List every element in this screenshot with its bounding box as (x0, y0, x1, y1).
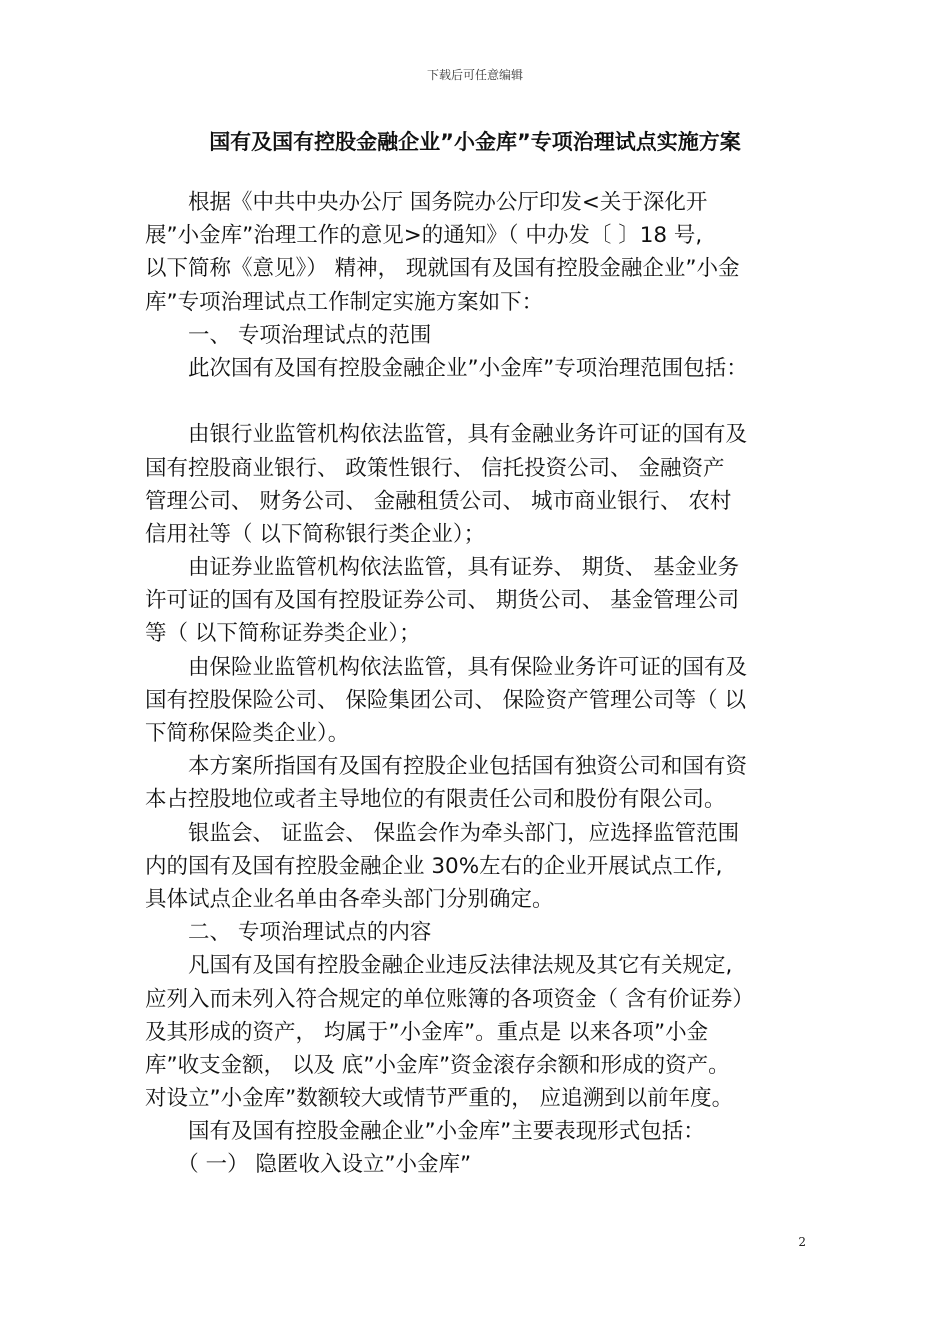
body-line: 许可证的国有及国有控股证券公司、 期货公司、 基金管理公司 (145, 588, 740, 614)
body-line: 下简称保险类企业）。 (145, 721, 350, 746)
body-line: 库”专项治理试点工作制定实施方案如下： (145, 289, 544, 315)
body-line: 此次国有及国有控股金融企业”小金库”专项治理范围包括： (145, 355, 748, 381)
body-line: 管理公司、 财务公司、 金融租赁公司、 城市商业银行、 农村 (145, 488, 732, 514)
document-title: 国有及国有控股金融企业”小金库”专项治理试点实施方案 (209, 130, 741, 154)
blank-line (145, 385, 817, 418)
body-line: 本占控股地位或者主导地位的有限责任公司和股份有限公司。 (145, 787, 726, 813)
body-line: 由银行业监管机构依法监管，具有金融业务许可证的国有及 (145, 422, 748, 448)
page-number: 2 (798, 1235, 806, 1249)
section-heading: 二、 专项治理试点的内容 (145, 920, 432, 946)
body-line: 由保险业监管机构依法监管，具有保险业务许可证的国有及 (145, 654, 748, 680)
body-line: 信用社等（ 以下简称银行类企业）； (145, 521, 486, 547)
body-line: 等（ 以下简称证券类企业）； (145, 621, 421, 647)
body-line: 国有及国有控股金融企业”小金库”主要表现形式包括： (145, 1119, 705, 1145)
body-line: 应列入而未列入符合规定的单位账簿的各项资金（ 含有价证券） (145, 986, 754, 1012)
body-line: 凡国有及国有控股金融企业违反法律法规及其它有关规定, (145, 953, 733, 979)
subsection-heading: （ 一） 隐匿收入设立”小金库” (145, 1152, 472, 1178)
body-line: 国有控股保险公司、 保险集团公司、 保险资产管理公司等（ 以 (145, 687, 747, 713)
page-header: 下载后可任意编辑 (426, 68, 523, 82)
body-line: 银监会、 证监会、 保监会作为牵头部门，应选择监管范围 (145, 820, 740, 846)
body-line: 具体试点企业名单由各牵头部门分别确定。 (145, 886, 554, 912)
body-line: 对设立”小金库”数额较大或情节严重的， 应追溯到以前年度。 (145, 1086, 734, 1112)
body-line: 内的国有及国有控股金融企业 30%左右的企业开展试点工作, (145, 853, 723, 879)
document-body (145, 186, 817, 1182)
body-line: 由证券业监管机构依法监管，具有证券、 期货、 基金业务 (145, 555, 740, 581)
body-line: 本方案所指国有及国有控股企业包括国有独资公司和国有资 (145, 754, 748, 780)
section-heading: 一、 专项治理试点的范围 (145, 322, 432, 348)
body-line: 库”收支金额， 以及 底”小金库”资金滚存余额和形成的资产。 (145, 1052, 730, 1078)
body-line: 及其形成的资产， 均属于”小金库”。重点是 以来各项”小金 (145, 1019, 709, 1045)
body-line: 展”小金库”治理工作的意见>的通知》（ 中办发〔 〕18 号, (145, 223, 703, 249)
body-line: 根据《中共中央办公厅 国务院办公厅印发<关于深化开 (145, 190, 708, 215)
body-line: 以下简称《意见》） 精神， 现就国有及国有控股金融企业”小金 (145, 256, 740, 282)
body-line: 国有控股商业银行、 政策性银行、 信托投资公司、 金融资产 (145, 455, 725, 481)
